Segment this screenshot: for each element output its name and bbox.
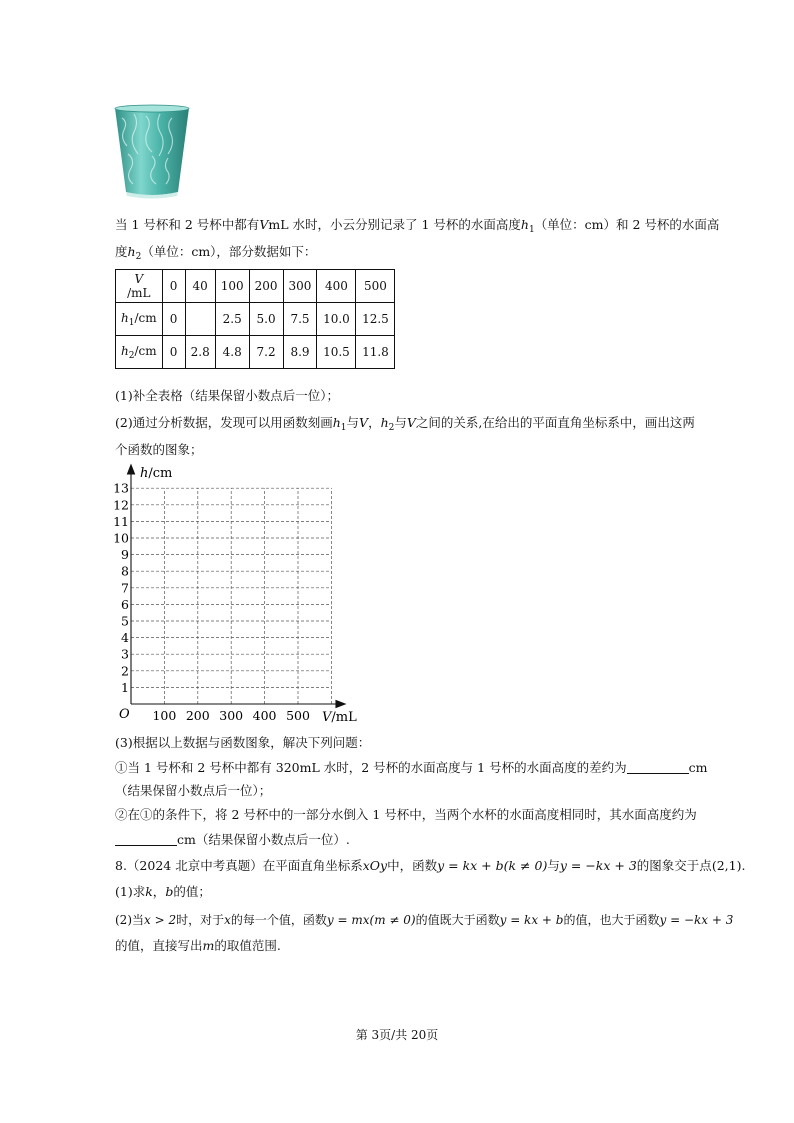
intro-line-1 (115, 216, 720, 239)
var-h: h (127, 244, 136, 259)
y-axis-arrow (128, 465, 135, 474)
table-cell: 300 (283, 270, 317, 303)
var-h: h (520, 217, 529, 232)
x-axis-label: V/mL (322, 710, 357, 725)
problem-8: 8.（2024 北京中考真题）在平面直角坐标系xOy中，函数y = kx + b(k ≠ 0)与y = −kx + 3的图象交于点(2,1). (115, 858, 746, 873)
data-table (115, 269, 395, 369)
table-cell: 11.8 (356, 336, 395, 369)
table-cell-blank (185, 303, 215, 336)
intro-text: mL 水时，小云分别记录了 1 号杯的水面高度 (268, 217, 521, 232)
x-tick-label: 500 (286, 708, 310, 723)
table-cell: 7.5 (283, 303, 317, 336)
intro-text: 当 1 号杯和 2 号杯中都有 (115, 217, 260, 232)
row-header: $h_1/cm$ (116, 303, 163, 336)
table-cell: 5.0 (249, 303, 283, 336)
coordinate-grid (110, 462, 370, 730)
question-3-2-line-2: cm（结果保留小数点后一位）. (115, 831, 695, 849)
y-tick-label: 5 (121, 613, 129, 629)
y-tick-label: 9 (121, 547, 129, 563)
question-2-line-2: 个函数的图象； (115, 442, 203, 457)
table-cell: 4.8 (215, 336, 249, 369)
y-tick-label: 10 (113, 530, 129, 546)
table-cell: 100 (215, 270, 249, 303)
question-3: (3)根据以上数据与函数图象，解决下列问题： (115, 735, 371, 750)
x-axis-arrow (336, 701, 345, 708)
table-cell: 2.5 (215, 303, 249, 336)
answer-blank[interactable] (627, 761, 689, 774)
y-tick-label: 2 (121, 663, 129, 679)
problem-8-part-1: (1)求k，b的值； (115, 884, 211, 899)
table-cell: 8.9 (283, 336, 317, 369)
table-cell: 40 (185, 270, 215, 303)
y-tick-label: 13 (113, 480, 129, 496)
origin-label: O (119, 707, 130, 722)
table-cell: 10.5 (317, 336, 356, 369)
table-cell: 12.5 (356, 303, 395, 336)
y-axis-label: h/cm (140, 466, 173, 481)
y-tick-label: 11 (113, 513, 129, 529)
y-tick-label: 12 (113, 497, 129, 513)
table-row (116, 303, 395, 336)
table-cell: 400 (317, 270, 356, 303)
glass-image (112, 104, 192, 200)
table-row (116, 336, 395, 369)
intro-line-2 (115, 243, 695, 266)
y-tick-label: 8 (121, 563, 129, 579)
x-tick-label: 200 (185, 708, 210, 723)
subscript: 1 (528, 225, 535, 235)
table-cell: 10.0 (317, 303, 356, 336)
problem-8-part-2-line-1: (2)当x > 2时，对于x的每一个值，函数y = mx(m ≠ 0)的值既大于函数y = kx + b的值，也大于函数y = −kx + 3 (115, 913, 734, 927)
y-tick-label: 6 (121, 596, 129, 612)
x-tick-label: 100 (152, 708, 177, 723)
question-2-line-1: (2)通过分析数据，发现可以用函数刻画$h_1$与V，$h_2$与V之间的关系,在给出的平面直角坐标系中，画出这两 (115, 415, 695, 433)
table-cell: 7.2 (249, 336, 283, 369)
table-cell: 500 (356, 270, 395, 303)
intro-text: （单位：cm）和 2 号杯的水面高 (534, 217, 720, 232)
answer-blank[interactable] (115, 833, 177, 846)
table-cell: 0 (162, 270, 185, 303)
intro-text: （单位：cm），部分数据如下： (141, 244, 317, 259)
var-v: V (259, 217, 269, 232)
y-tick-label: 4 (121, 630, 129, 646)
y-tick-label: 7 (121, 580, 129, 596)
table-row (116, 270, 395, 303)
problem-8-part-2-line-2: 的值，直接写出m的取值范围. (115, 938, 281, 953)
question-3-1-line-2: （结果保留小数点后一位）； (115, 783, 272, 798)
y-tick-label: 3 (121, 646, 129, 662)
row-header: $h_2/cm$ (116, 336, 163, 369)
question-3-1-line-1: ①当 1 号杯和 2 号杯中都有 320mL 水时，2 号杯的水面高度与 1 号杯的水面高度的差约为 cm (115, 760, 708, 775)
x-tick-label: 300 (219, 708, 244, 723)
question-3-2-line-1: ②在①的条件下，将 2 号杯中的一部分水倒入 1 号杯中，当两个水杯的水面高度相同时，其水面高度约为 (115, 807, 697, 822)
subscript: 2 (135, 252, 142, 262)
table-cell: 0 (162, 336, 185, 369)
intro-text: 度 (115, 244, 128, 259)
table-cell: 2.8 (185, 336, 215, 369)
page-number: 第 3页/共 20页 (355, 1028, 439, 1042)
table-cell: 0 (162, 303, 185, 336)
question-1: (1)补全表格（结果保留小数点后一位）； (115, 388, 339, 403)
row-header: V /mL (116, 270, 163, 303)
table-cell: 200 (249, 270, 283, 303)
x-tick-label: 400 (252, 708, 277, 723)
y-tick-label: 1 (121, 679, 129, 695)
